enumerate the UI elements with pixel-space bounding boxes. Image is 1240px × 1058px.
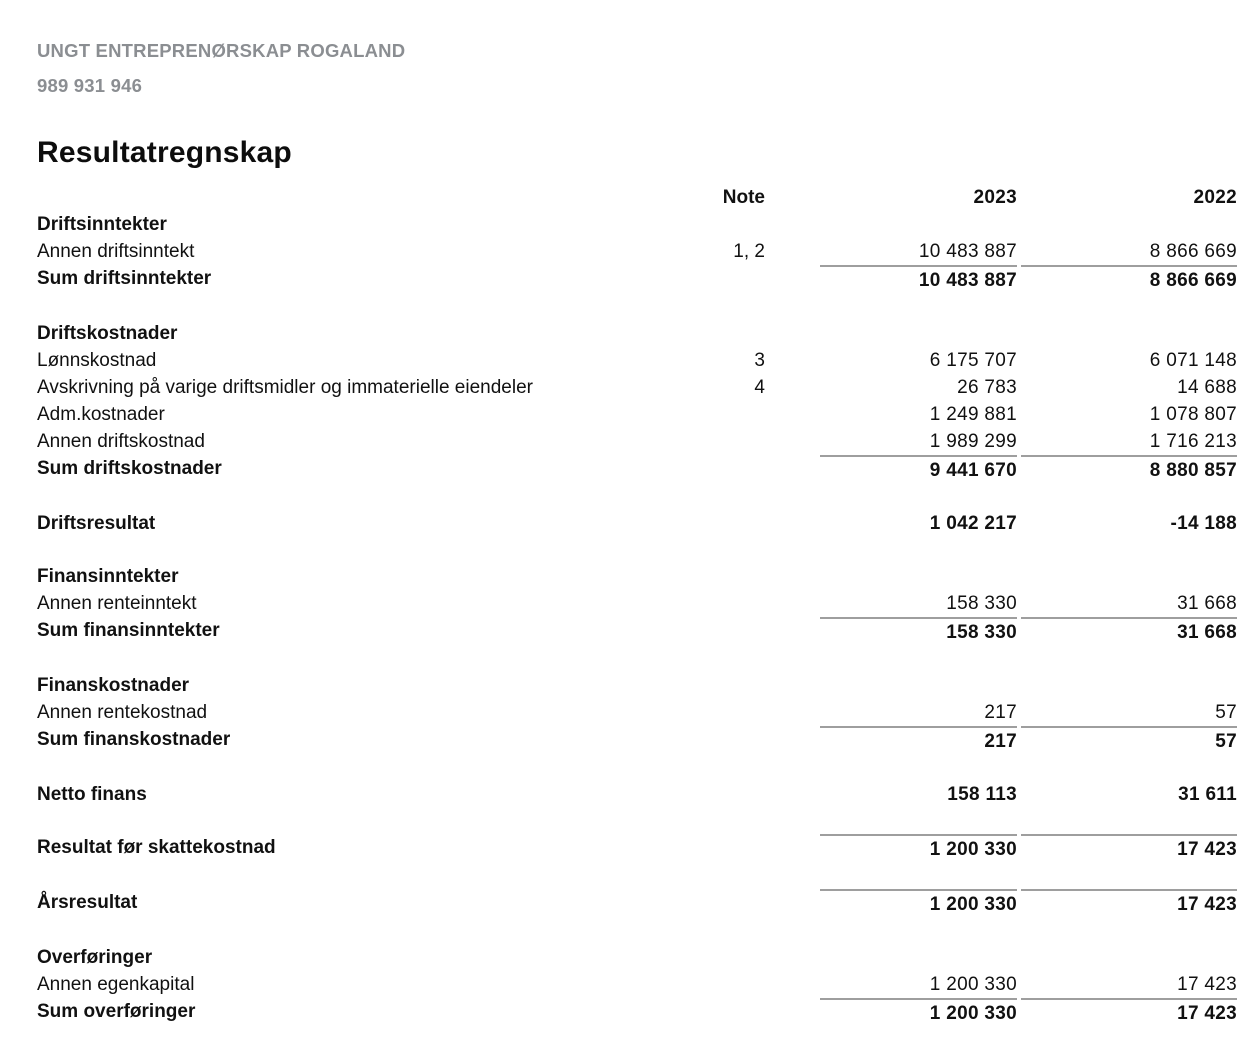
value-2022-cell: 8 880 857 [1021, 455, 1237, 484]
value-2022-cell: 17 423 [1021, 889, 1237, 918]
row-label: Finansinntekter [37, 566, 179, 587]
note-cell [567, 998, 765, 1025]
row-label: Driftskostnader [37, 323, 178, 344]
row-label: Sum finanskostnader [37, 729, 231, 750]
row-label: Sum driftsinntekter [37, 268, 212, 289]
section-header-row [37, 944, 1237, 971]
table-row [37, 428, 1237, 455]
spacer-row [37, 918, 1237, 944]
value-2022-cell: 31 668 [1021, 617, 1237, 646]
spacer-row [37, 863, 1237, 889]
section-header-row [37, 211, 1237, 238]
value-2023-cell: 10 483 887 [918, 241, 1017, 262]
value-2023-cell: 1 200 330 [820, 998, 1017, 1027]
value-2023-cell: 9 441 670 [820, 455, 1017, 484]
note-cell [567, 510, 765, 537]
value-2023-cell [820, 320, 1017, 347]
section-header-row [37, 563, 1237, 590]
value-2023-cell: 217 [820, 726, 1017, 755]
row-label: Adm.kostnader [37, 404, 165, 425]
note-cell [567, 211, 765, 238]
value-2022-cell: 8 866 669 [1149, 241, 1237, 262]
document-header [37, 33, 1237, 103]
total-row [37, 510, 1237, 537]
section-header-row [37, 320, 1237, 347]
note-cell [567, 944, 765, 971]
total-row [37, 834, 1237, 863]
page-title: Resultatregnskap [37, 136, 292, 169]
table-row [37, 238, 1237, 265]
row-label: Avskrivning på varige driftsmidler og immaterielle eiendeler [37, 377, 533, 398]
row-label: Annen egenkapital [37, 974, 195, 995]
value-2022-cell: 1 716 213 [1149, 431, 1237, 452]
value-2023-cell [820, 672, 1017, 699]
row-label: Overføringer [37, 947, 153, 968]
note-cell [567, 781, 765, 808]
row-label: Årsresultat [37, 892, 138, 913]
value-2023-cell: 158 330 [946, 593, 1017, 614]
row-label: Finanskostnader [37, 675, 190, 696]
value-2023-cell: 158 113 [947, 784, 1017, 805]
note-cell [567, 590, 765, 617]
column-header-year-2022: 2022 [1193, 187, 1237, 208]
table-row [37, 374, 1237, 401]
row-label: Annen renteinntekt [37, 593, 197, 614]
value-2022-cell: 8 866 669 [1021, 265, 1237, 294]
value-2022-cell: 14 688 [1177, 377, 1237, 398]
value-2023-cell: 1 200 330 [820, 889, 1017, 918]
total-row [37, 265, 1237, 294]
value-2022-cell [1021, 320, 1237, 347]
note-cell [567, 563, 765, 590]
total-row [37, 781, 1237, 808]
value-2022-cell: 17 423 [1021, 834, 1237, 863]
note-cell [567, 834, 765, 861]
total-row [37, 726, 1237, 755]
column-header-note: Note [722, 187, 765, 208]
row-label: Sum overføringer [37, 1001, 196, 1022]
note-cell: 3 [754, 350, 765, 371]
value-2023-cell: 26 783 [957, 377, 1017, 398]
value-2023-cell: 1 989 299 [929, 431, 1017, 452]
note-cell [567, 401, 765, 428]
row-label: Annen driftsinntekt [37, 241, 195, 262]
company-name: UNGT ENTREPRENØRSKAP ROGALAND [37, 40, 406, 61]
spacer-row [37, 484, 1237, 510]
row-label: Netto finans [37, 784, 147, 805]
row-label: Sum driftskostnader [37, 458, 222, 479]
row-label: Lønnskostnad [37, 350, 157, 371]
value-2022-cell: 17 423 [1177, 974, 1237, 995]
value-2022-cell: 31 668 [1177, 593, 1237, 614]
note-cell: 1, 2 [733, 241, 765, 262]
spacer-row [37, 537, 1237, 563]
value-2023-cell: 217 [984, 702, 1017, 723]
column-header-spacer [37, 184, 567, 211]
value-2023-cell: 1 200 330 [929, 974, 1017, 995]
value-2023-cell: 1 200 330 [820, 834, 1017, 863]
row-label: Resultat før skattekostnad [37, 837, 276, 858]
value-2023-cell: 1 249 881 [929, 404, 1017, 425]
value-2023-cell: 10 483 887 [820, 265, 1017, 294]
note-cell [567, 265, 765, 292]
value-2022-cell: 57 [1215, 702, 1237, 723]
value-2022-cell [1021, 211, 1237, 238]
total-row [37, 998, 1237, 1027]
note-cell [567, 971, 765, 998]
note-cell [567, 320, 765, 347]
table-row [37, 590, 1237, 617]
row-label: Annen rentekostnad [37, 702, 208, 723]
row-label: Driftsinntekter [37, 214, 167, 235]
spacer-row [37, 755, 1237, 781]
note-cell [567, 617, 765, 644]
note-cell: 4 [754, 377, 765, 398]
value-2022-cell: 17 423 [1021, 998, 1237, 1027]
row-label: Sum finansinntekter [37, 620, 220, 641]
value-2022-cell: -14 188 [1170, 513, 1237, 534]
spacer-row [37, 646, 1237, 672]
value-2022-cell [1021, 563, 1237, 590]
section-header-row [37, 672, 1237, 699]
value-2023-cell [820, 211, 1017, 238]
total-row [37, 455, 1237, 484]
note-cell [567, 889, 765, 916]
value-2022-cell: 57 [1021, 726, 1237, 755]
total-row [37, 617, 1237, 646]
table-row [37, 699, 1237, 726]
value-2023-cell [820, 944, 1017, 971]
org-number: 989 931 946 [37, 75, 143, 96]
value-2023-cell: 158 330 [820, 617, 1017, 646]
value-2022-cell [1021, 944, 1237, 971]
note-cell [567, 726, 765, 753]
spacer-row [37, 294, 1237, 320]
value-2023-cell [820, 563, 1017, 590]
value-2022-cell: 6 071 148 [1149, 350, 1237, 371]
column-header-year-2023: 2023 [973, 187, 1017, 208]
row-label: Annen driftskostnad [37, 431, 205, 452]
table-row [37, 347, 1237, 374]
value-2023-cell: 1 042 217 [929, 513, 1017, 534]
row-label: Driftsresultat [37, 513, 156, 534]
note-cell [567, 699, 765, 726]
total-row [37, 889, 1237, 918]
table-row [37, 401, 1237, 428]
income-statement-table [37, 184, 1237, 1027]
note-cell [567, 672, 765, 699]
table-row [37, 971, 1237, 998]
value-2022-cell [1021, 672, 1237, 699]
value-2023-cell: 6 175 707 [929, 350, 1017, 371]
value-2022-cell: 31 611 [1178, 784, 1237, 805]
table-column-header-row [37, 184, 1237, 211]
note-cell [567, 428, 765, 455]
value-2022-cell: 1 078 807 [1149, 404, 1237, 425]
spacer-row [37, 808, 1237, 834]
note-cell [567, 455, 765, 482]
